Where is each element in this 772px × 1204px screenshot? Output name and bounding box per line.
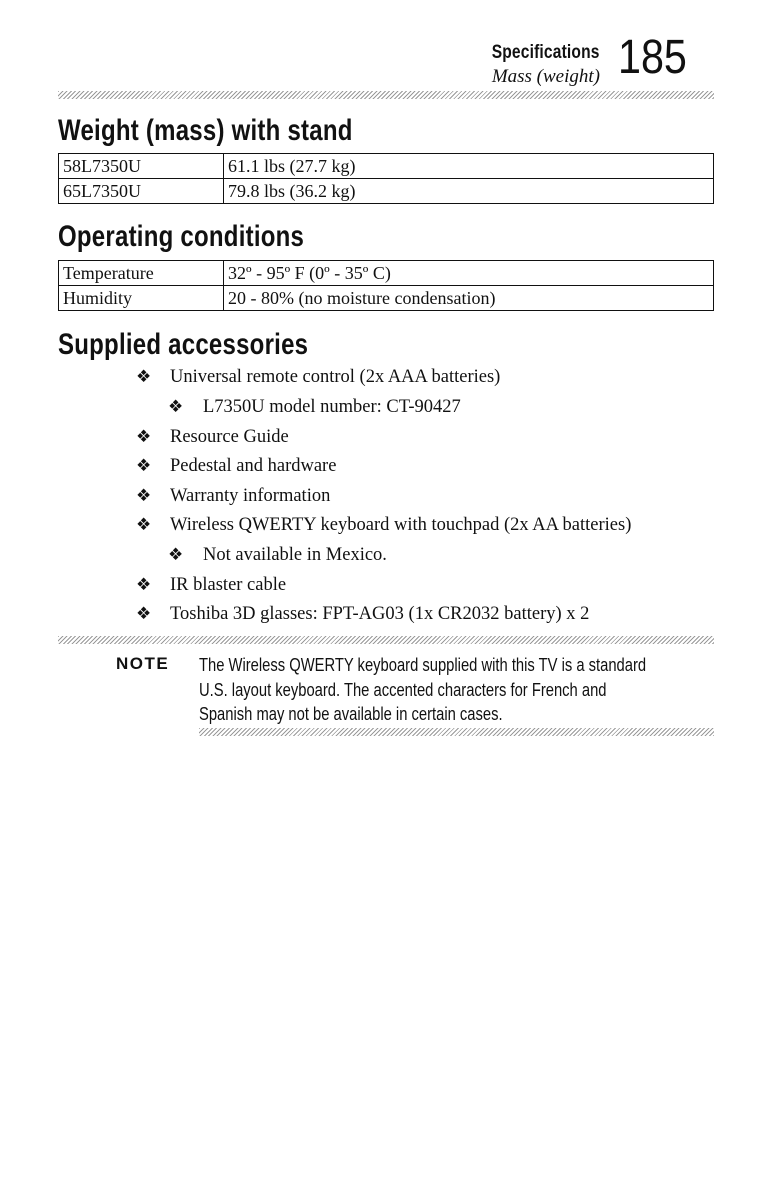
note-top-rule [58,636,714,644]
table-row [59,154,714,179]
weight-table [58,153,714,204]
header-section-title: Specifications [492,42,600,63]
model-cell: 58L7350U [59,154,224,179]
note-label: NOTE [116,654,170,673]
condition-value-cell: 32º - 95º F (0º - 35º C) [224,261,714,286]
operating-heading: Operating conditions [58,220,305,253]
diamond-bullet-icon: ❖ [136,515,152,534]
diamond-bullet-icon: ❖ [136,486,152,505]
list-item-text: Pedestal and hardware [170,456,337,476]
accessories-heading: Supplied accessories [58,328,309,361]
list-item-text: Not available in Mexico. [203,545,387,565]
list-item-text: L7350U model number: CT-90427 [203,397,461,417]
header-subsection-title: Mass (weight) [491,66,600,87]
diamond-bullet-icon: ❖ [168,397,184,416]
table-row [59,179,714,204]
operating-table [58,260,714,311]
condition-value-cell: 20 - 80% (no moisture condensation) [224,286,714,311]
weight-cell: 79.8 lbs (36.2 kg) [224,179,714,204]
page-number: 185 [618,31,687,84]
list-item-text: Warranty information [170,486,331,506]
diamond-bullet-icon: ❖ [168,545,184,564]
list-item-text: IR blaster cable [170,575,287,595]
list-item-text: Wireless QWERTY keyboard with touchpad (2x AA batteries) [170,515,632,535]
note-bottom-rule [199,728,714,736]
note-text: The Wireless QWERTY keyboard supplied with this TV is a standard U.S. layout keyboard. The accented characters for French and Spanish may not be available in certain cases. [199,655,647,724]
list-item-text: Universal remote control (2x AAA batteries) [170,367,501,387]
table-row [59,261,714,286]
weight-heading: Weight (mass) with stand [58,114,353,147]
diamond-bullet-icon: ❖ [136,367,152,386]
diamond-bullet-icon: ❖ [136,427,152,446]
list-item-text: Toshiba 3D glasses: FPT-AG03 (1x CR2032 battery) x 2 [170,604,590,624]
table-row [59,286,714,311]
condition-label-cell: Humidity [59,286,224,311]
diamond-bullet-icon: ❖ [136,604,152,623]
condition-label-cell: Temperature [59,261,224,286]
weight-cell: 61.1 lbs (27.7 kg) [224,154,714,179]
diamond-bullet-icon: ❖ [136,456,152,475]
list-item-text: Resource Guide [170,427,289,447]
model-cell: 65L7350U [59,179,224,204]
header-rule [58,91,714,99]
diamond-bullet-icon: ❖ [136,575,152,594]
